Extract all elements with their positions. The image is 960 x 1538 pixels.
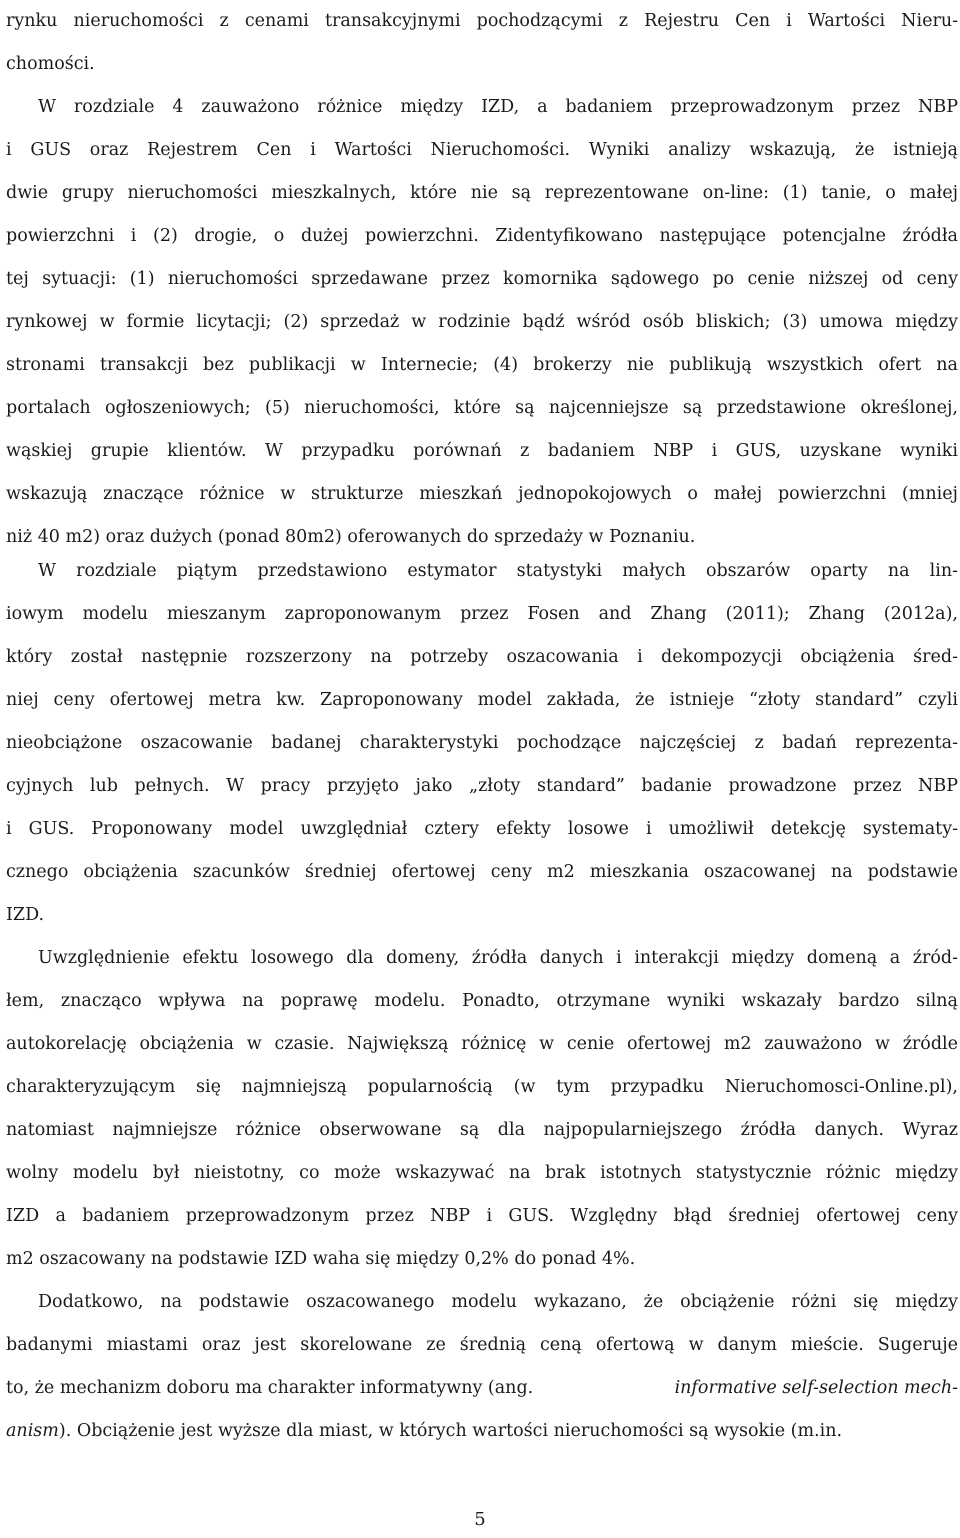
text-line-inner [6, 1410, 842, 1453]
text-line: Uwzględnienie efektu losowego dla domeny, źródła danych i interakcji między domeną a źród- [38, 948, 958, 968]
text-line: i GUS oraz Rejestrem Cen i Wartości Nieruchomości. Wyniki analizy wskazują, że istnieją [6, 140, 958, 160]
text-line: stronami transakcji bez publikacji w Internecie; (4) brokerzy nie publikują wszystkich ofert na [6, 355, 958, 375]
text-line: iowym modelu mieszanym zaproponowanym przez Fosen and Zhang (2011); Zhang (2012a), [6, 604, 958, 624]
text-line: dwie grupy nieruchomości mieszkalnych, które nie są reprezentowane on-line: (1) tanie, o małej [6, 183, 958, 203]
text-line: niż 40 m2) oraz dużych (ponad 80m2) oferowanych do sprzedaży w Poznaniu. [6, 527, 696, 547]
text-line: badanymi miastami oraz jest skorelowane ze średnią ceną ofertową w danym mieście. Sugeruje [6, 1335, 958, 1355]
text-line: W rozdziale 4 zauważono różnice między IZD, a badaniem przeprowadzonym przez NBP [38, 97, 958, 117]
text-line: rynkowej w formie licytacji; (2) sprzedaż w rodzinie bądź wśród osób bliskich; (3) umowa między [6, 312, 958, 332]
text-line-mixed [6, 1367, 958, 1410]
text-fragment: to, że mechanizm doboru ma charakter informatywny (ang. [6, 1378, 534, 1398]
italic-term: informative self-selection mech- [674, 1378, 958, 1398]
text-line: nieobciążone oszacowanie badanej charakterystyki pochodzące najczęściej z badań reprezenta- [6, 733, 958, 753]
text-line: IZD a badaniem przeprowadzonym przez NBP i GUS. Względny błąd średniej ofertowej ceny [6, 1206, 958, 1226]
italic-term: anism [6, 1421, 59, 1441]
paragraph-2 [6, 550, 958, 937]
text-line-mixed [6, 1410, 958, 1453]
text-line: który został następnie rozszerzony na potrzeby oszacowania i dekompozycji obciążenia śred- [6, 647, 958, 667]
paragraph-3 [6, 937, 958, 1281]
page-number: 5 [474, 1509, 486, 1530]
text-line: powierzchni i (2) drogie, o dużej powierzchni. Zidentyfikowano następujące potencjalne źródła [6, 226, 958, 246]
paragraph-4 [6, 1281, 958, 1453]
text-line: m2 oszacowany na podstawie IZD waha się między 0,2% do ponad 4%. [6, 1249, 636, 1269]
text-line: wolny modelu był nieistotny, co może wskazywać na brak istotnych statystycznie różnic między [6, 1163, 958, 1183]
text-line: Dodatkowo, na podstawie oszacowanego modelu wykazano, że obciążenie różni się między [38, 1292, 958, 1312]
text-line: niej ceny ofertowej metra kw. Zaproponowany model zakłada, że istnieje “złoty standard” czyli [6, 690, 958, 710]
text-line: IZD. [6, 905, 45, 925]
text-line: autokorelację obciążenia w czasie. Największą różnicę w cenie ofertowej m2 zauważono w źródle [6, 1034, 958, 1054]
text-line: cyjnych lub pełnych. W pracy przyjęto jako „złoty standard” badanie prowadzone przez NBP [6, 776, 958, 796]
paragraph-1 [6, 0, 958, 559]
text-line: rynku nieruchomości z cenami transakcyjnymi pochodzącymi z Rejestru Cen i Wartości Nieru- [6, 11, 958, 31]
text-line: natomiast najmniejsze różnice obserwowane są dla najpopularniejszego źródła danych. Wyraz [6, 1120, 958, 1140]
text-line: W rozdziale piątym przedstawiono estymator statystyki małych obszarów oparty na lin- [38, 561, 958, 581]
text-line: łem, znacząco wpływa na poprawę modelu. Ponadto, otrzymane wyniki wskazały bardzo silną [6, 991, 958, 1011]
text-line: charakteryzującym się najmniejszą popularnością (w tym przypadku Nieruchomosci-Online.pl), [6, 1077, 958, 1097]
text-line: i GUS. Proponowany model uwzględniał cztery efekty losowe i umożliwił detekcję systematy- [6, 819, 958, 839]
text-line: portalach ogłoszeniowych; (5) nieruchomości, które są najcenniejsze są przedstawione określonej, [6, 398, 958, 418]
text-fragment: ). Obciążenie jest wyższe dla miast, w których wartości nieruchomości są wysokie (m.in. [58, 1421, 843, 1441]
text-line: wskazują znaczące różnice w strukturze mieszkań jednopokojowych o małej powierzchni (mniej [6, 484, 958, 504]
text-line: cznego obciążenia szacunków średniej ofertowej ceny m2 mieszkania oszacowanej na podstawie [6, 862, 958, 882]
text-line: tej sytuacji: (1) nieruchomości sprzedawane przez komornika sądowego po cenie niższej od ceny [6, 269, 958, 289]
text-line: wąskiej grupie klientów. W przypadku porównań z badaniem NBP i GUS, uzyskane wyniki [6, 441, 958, 461]
text-line: chomości. [6, 54, 95, 74]
